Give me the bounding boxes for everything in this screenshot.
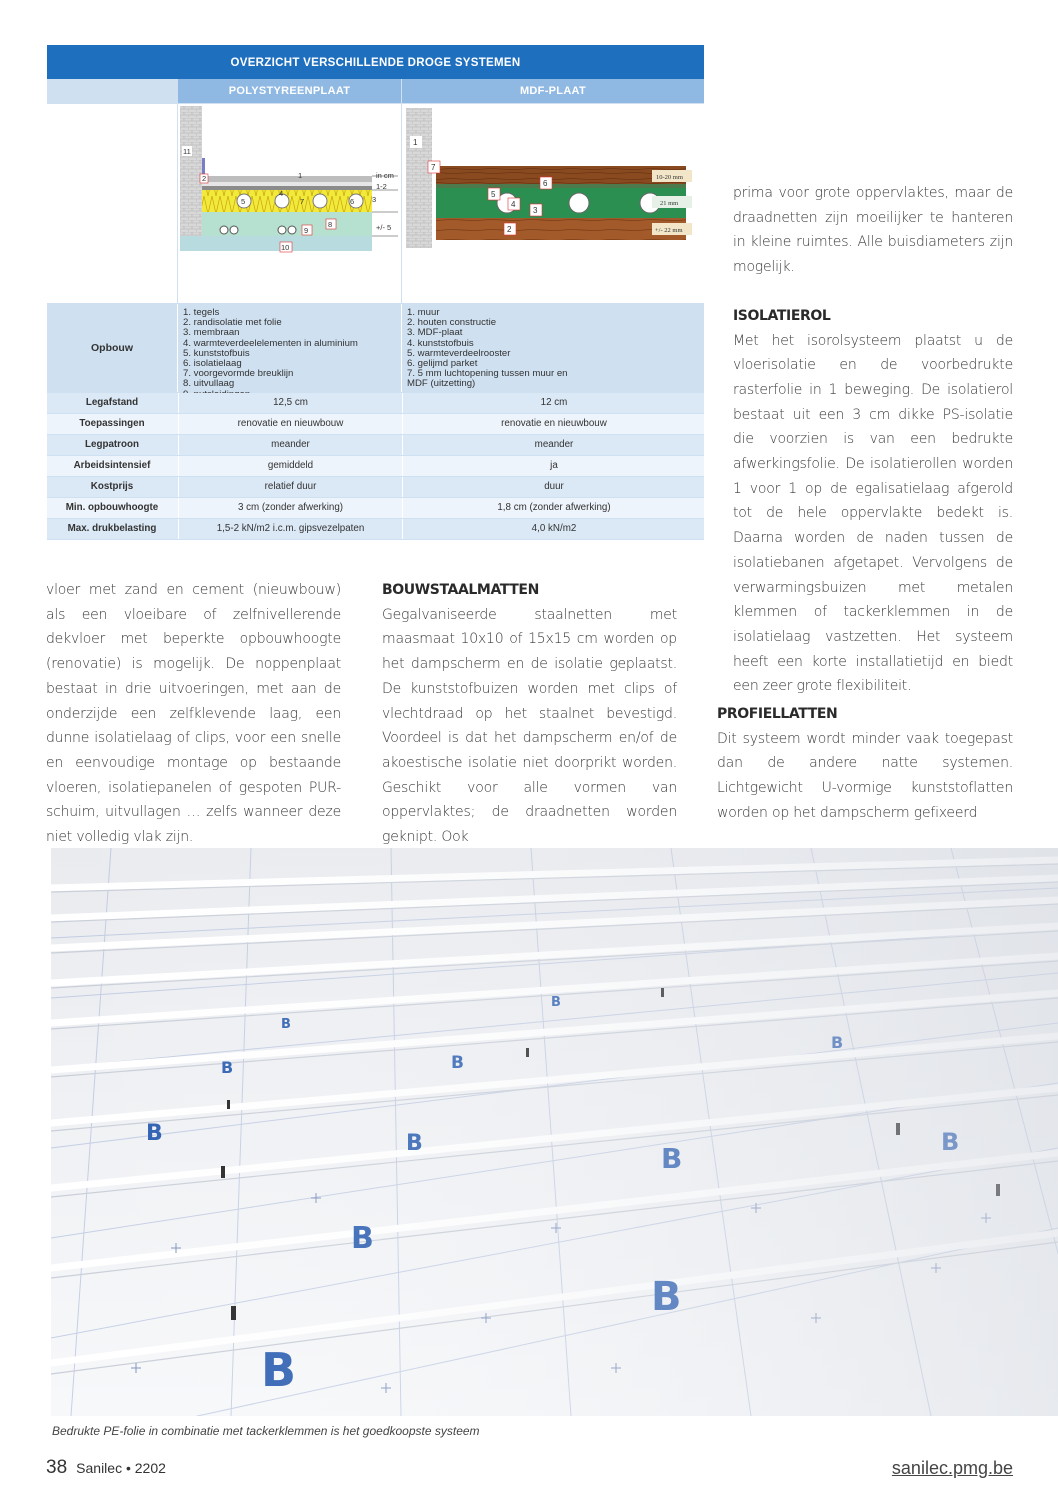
row-label: Kostprijs bbox=[90, 481, 134, 492]
table-row bbox=[47, 393, 704, 413]
list-item: 3. MDF-plaat bbox=[407, 327, 463, 339]
diagram1-callout: 2 bbox=[202, 174, 207, 183]
diagram1-callout: 6 bbox=[350, 197, 355, 206]
diagram2-callout: 1 bbox=[413, 138, 418, 147]
diagram1-callout: 4 bbox=[279, 189, 284, 198]
section-heading: BOUWSTAALMATTEN bbox=[382, 582, 539, 598]
list-item: 6. isolatielaag bbox=[183, 358, 242, 370]
list-item: MDF (uitzetting) bbox=[407, 378, 476, 390]
table-row bbox=[47, 498, 704, 518]
foil-with-pipes-image bbox=[51, 848, 1058, 1416]
list-item: 4. warmteverdeelelementen in aluminium bbox=[183, 337, 358, 349]
photo-caption: Bedrukte PE-folie in combinatie met tackerklemmen is het goedkoopste systeem bbox=[52, 1424, 480, 1438]
diagram1-callout: 8 bbox=[328, 220, 333, 229]
table-title: OVERZICHT VERSCHILLENDE DROGE SYSTEMEN bbox=[47, 45, 704, 79]
row-value: duur bbox=[402, 477, 705, 497]
table-header-mdf: MDF-PLAAT bbox=[402, 79, 704, 103]
divider bbox=[177, 304, 178, 392]
text-column-right-bottom bbox=[717, 702, 1013, 826]
list-item: 1. muur bbox=[407, 307, 440, 318]
list-item: 1. tegels bbox=[183, 307, 220, 318]
table-header-blank bbox=[47, 79, 177, 103]
footer-left bbox=[46, 1457, 166, 1479]
row-label: Max. drukbelasting bbox=[67, 523, 157, 534]
text-column-right-top bbox=[733, 181, 1013, 699]
diagram2-dim: 21 mm bbox=[660, 200, 679, 207]
diagram2-dim: +/- 22 mm bbox=[655, 227, 683, 234]
row-value: 12,5 cm bbox=[178, 393, 402, 413]
table-row bbox=[47, 414, 704, 434]
row-value: renovatie en nieuwbouw bbox=[178, 414, 402, 434]
list-item: 2. randisolatie met folie bbox=[183, 317, 282, 329]
divider bbox=[177, 104, 178, 303]
row-label: Legpatroon bbox=[85, 439, 139, 450]
list-item: 7. voorgevormde breuklijn bbox=[183, 368, 294, 380]
list-item: 2. houten constructie bbox=[407, 317, 497, 329]
diagram1-callout: 3 bbox=[372, 195, 377, 204]
section-heading: PROFIELLATTEN bbox=[717, 706, 838, 722]
diagram1-unit: in cm bbox=[376, 171, 394, 180]
systems-overview-table bbox=[47, 45, 704, 540]
polystyrene-floor-diagram bbox=[180, 106, 400, 301]
diagram2-callout: 7 bbox=[431, 163, 436, 172]
list-item: 5. kunststofbuis bbox=[183, 347, 250, 359]
diagram-row bbox=[47, 104, 704, 303]
diagram2-callout: 6 bbox=[543, 179, 548, 188]
diagram1-callout: 5 bbox=[241, 197, 246, 206]
text-column-left bbox=[46, 578, 341, 850]
diagram2-dim: 10-20 mm bbox=[656, 174, 683, 181]
text-column-middle bbox=[382, 578, 677, 850]
list-item: 8. uitvullaag bbox=[183, 378, 235, 390]
opbouw-label: Opbouw bbox=[91, 342, 133, 354]
diagram1-callout: 10 bbox=[281, 243, 290, 252]
row-value: renovatie en nieuwbouw bbox=[402, 414, 705, 434]
row-value: gemiddeld bbox=[178, 456, 402, 476]
section-heading: ISOLATIEROL bbox=[733, 307, 831, 324]
opbouw-list-mdf bbox=[407, 308, 607, 390]
diagram2-callout: 2 bbox=[507, 225, 512, 234]
paragraph: Gegalvaniseerde staalnetten met maasmaat 10x10 of 15x15 cm worden op het dampscherm en de isolatie geplaatst. De kunststofbuizen worden met clips of vlechtdraad op het staalnet bevestigd. Voordeel is dat het dampscherm en/of de akoestische isolatie niet doorprikt worden. Geschikt voor alle vormen van oppervlaktes; de draadnetten worden geknipt. Ook bbox=[382, 606, 677, 846]
table-row bbox=[47, 456, 704, 476]
list-item: 5. warmteverdeelrooster bbox=[407, 347, 511, 359]
paragraph: Met het isorolsysteem plaatst u de vloerisolatie en de voorbedrukte rasterfolie in 1 beweging. De isolatierol bestaat uit een 3 cm dikke PS-isolatie die voorzien is van een bedrukte afwerkingsfolie. De isolatierollen worden 1 voor 1 op de egalisatielaag afgerold tot de hele oppervlakte bedekt is. Daarna worden de naden tussen de isolatiebanen afgetapet. Vervolgens de verwarmingsbuizen met metalen klemmen of tackerklemmen in de isolatielaag vastzetten. Het systeem heeft een korte installatietijd en biedt een zeer grote flexibiliteit. bbox=[733, 332, 1013, 695]
row-value: relatief duur bbox=[178, 477, 402, 497]
paragraph: prima voor grote oppervlaktes, maar de draadnetten zijn moeilijker te hanteren in kleine ruimtes. Alle buisdiameters zijn mogelijk. bbox=[733, 185, 1013, 276]
diagram1-dim: 1-2 bbox=[376, 182, 387, 191]
list-item: 4. kunststofbuis bbox=[407, 337, 474, 349]
table-row bbox=[47, 435, 704, 455]
diagram1-dim: +/- 5 bbox=[376, 223, 392, 232]
divider bbox=[401, 104, 402, 303]
row-value: 12 cm bbox=[402, 393, 705, 413]
diagram2-callout: 5 bbox=[491, 190, 496, 199]
table-header-polystyreen: POLYSTYREENPLAAT bbox=[178, 79, 401, 103]
diagram1-callout: 7 bbox=[300, 197, 305, 206]
diagram2-callout: 3 bbox=[533, 206, 538, 215]
website-link[interactable]: sanilec.pmg.be bbox=[891, 1458, 1013, 1478]
diagram1-callout: 11 bbox=[183, 147, 191, 156]
opbouw-row bbox=[47, 304, 704, 392]
table-row bbox=[47, 477, 704, 497]
row-value: meander bbox=[178, 435, 402, 455]
paragraph: vloer met zand en cement (nieuwbouw) als een vloeibare of zelfnivellerende dekvloer met beperkte opbouwhoogte (renovatie) is mogelijk. De noppenplaat bestaat in drie uitvoeringen, met aan de onderzijde een zelfklevende laag, een dunne isolatielaag of clips, voor een snelle en eenvoudige montage op bestaande vloeren, isolatiepanelen of gespoten PUR-schuim, uitvullagen … zelfs wanneer deze niet volledig vlak zijn. bbox=[46, 582, 341, 846]
list-item: 3. membraan bbox=[183, 327, 240, 339]
row-value: 1,5-2 kN/m2 i.c.m. gipsvezelpaten bbox=[178, 519, 402, 539]
page-number: 38 bbox=[46, 1457, 68, 1478]
diagram2-callout: 4 bbox=[511, 200, 516, 209]
row-value: ja bbox=[402, 456, 705, 476]
row-value: 4,0 kN/m2 bbox=[402, 519, 705, 539]
paragraph: Dit systeem wordt minder vaak toegepast dan de andere natte systemen. Lichtgewicht U-vormige kunststoflatten worden op het dampscherm gefixeerd bbox=[717, 730, 1013, 821]
divider bbox=[401, 304, 402, 392]
row-label: Legafstand bbox=[85, 397, 139, 408]
row-label: Arbeidsintensief bbox=[73, 460, 151, 471]
row-label: Min. opbouwhoogte bbox=[65, 502, 159, 513]
list-item: 7. 5 mm luchtopening tussen muur en bbox=[407, 368, 568, 380]
row-value: meander bbox=[402, 435, 705, 455]
table-row bbox=[47, 519, 704, 539]
row-label: Toepassingen bbox=[79, 418, 145, 429]
magazine-issue: Sanilec • 2202 bbox=[76, 1460, 166, 1476]
diagram1-callout: 1 bbox=[298, 171, 303, 180]
row-value: 1,8 cm (zonder afwerking) bbox=[402, 498, 705, 518]
mdf-floor-diagram bbox=[404, 106, 704, 301]
floor-heating-photo bbox=[51, 848, 1058, 1416]
list-item: 6. gelijmd parket bbox=[407, 358, 478, 370]
row-value: 3 cm (zonder afwerking) bbox=[178, 498, 402, 518]
diagram1-callout: 9 bbox=[304, 226, 309, 235]
